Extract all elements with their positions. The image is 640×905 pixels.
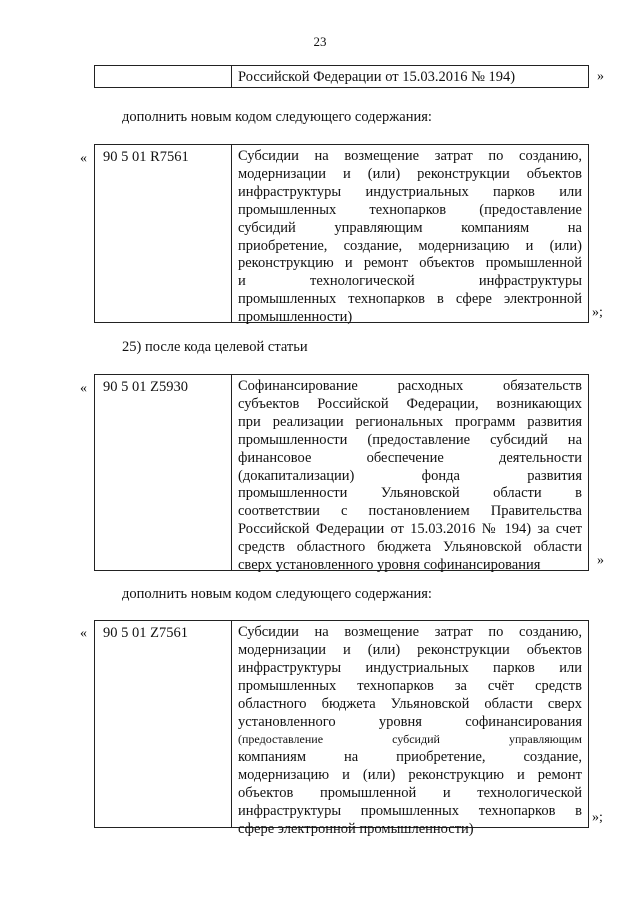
description-line: Российской Федерации от 15.03.2016 № 194) за счет bbox=[238, 521, 582, 538]
description-line: при реализации региональных программ развития bbox=[238, 413, 582, 430]
description-line: промышленности (предоставление субсидий на bbox=[238, 431, 582, 448]
description-cell bbox=[232, 145, 588, 326]
description-line: установленного уровня софинансирования bbox=[238, 713, 582, 730]
description-line: Софинансирование расходных обязательств bbox=[238, 378, 582, 394]
table-entry-z7561 bbox=[94, 620, 589, 837]
paragraph-add-code: дополнить новым кодом следующего содержания: bbox=[122, 586, 432, 602]
description-line: средств областного бюджета Ульяновской области bbox=[238, 539, 582, 556]
page-number: 23 bbox=[313, 34, 327, 49]
description-line: субсидий управляющим компаниям на bbox=[238, 219, 582, 236]
description-line: приобретение, создание, модернизацию и (или) bbox=[238, 237, 582, 254]
description-line: (предоставление субсидий управляющим bbox=[238, 732, 582, 747]
description-line: модернизации и (или) реконструкции объектов bbox=[238, 165, 582, 182]
description-line: (докапитализации) фонда развития bbox=[238, 467, 582, 484]
description-line: промышленных технопарков (предоставление bbox=[238, 201, 582, 218]
code-cell: 90 5 01 R7561 bbox=[95, 145, 232, 322]
paragraph-item-25: 25) после кода целевой статьи bbox=[122, 339, 308, 355]
description-line: соответствии с постановлением Правительства bbox=[238, 503, 582, 520]
description-line: и технологической инфраструктуры bbox=[238, 273, 582, 290]
description-line: Субсидии на возмещение затрат по созданию, bbox=[238, 624, 582, 640]
table-entry-r7561 bbox=[94, 144, 589, 326]
table-fragment-top bbox=[94, 65, 589, 88]
description-line: промышленности) bbox=[238, 309, 353, 326]
description-line: областного бюджета Ульяновской области сверх bbox=[238, 695, 582, 712]
code-cell: 90 5 01 Z5930 bbox=[95, 375, 232, 570]
description-line: субъектов Российской Федерации, возникающих bbox=[238, 395, 582, 412]
description-cell bbox=[232, 621, 588, 837]
description-line: модернизации и (или) реконструкции объектов bbox=[238, 641, 582, 658]
description-line: промышленных технопарков за счёт средств bbox=[238, 677, 582, 694]
close-quote: »; bbox=[592, 810, 603, 825]
description-line: инфраструктуры промышленных технопарков в bbox=[238, 803, 582, 820]
open-quote: « bbox=[80, 381, 87, 396]
description-cell bbox=[232, 375, 588, 574]
description-line: модернизацию и (или) реконструкцию и ремонт bbox=[238, 767, 582, 784]
close-quote: »; bbox=[592, 305, 603, 320]
code-cell: 90 5 01 Z7561 bbox=[95, 621, 232, 827]
description-line: инфраструктуры индустриальных парков или bbox=[238, 183, 582, 200]
description-line: объектов промышленной и технологической bbox=[238, 785, 582, 802]
code-cell-empty bbox=[95, 66, 232, 87]
description-line: реконструкцию и ремонт объектов промышленной bbox=[238, 255, 582, 272]
description-line: компаниям на приобретение, создание, bbox=[238, 749, 582, 766]
description-line: сфере электронной промышленности) bbox=[238, 820, 474, 837]
description-line: промышленных технопарков в сфере электронной bbox=[238, 291, 582, 308]
description-line: Российской Федерации от 15.03.2016 № 194) bbox=[238, 69, 516, 85]
description-line: инфраструктуры индустриальных парков или bbox=[238, 659, 582, 676]
table-entry-z5930 bbox=[94, 374, 589, 574]
description-line: промышленности Ульяновской области в bbox=[238, 485, 582, 502]
paragraph-add-code: дополнить новым кодом следующего содержания: bbox=[122, 109, 432, 125]
description-line: сверх установленного уровня софинансирования bbox=[238, 557, 541, 574]
open-quote: « bbox=[80, 626, 87, 641]
description-line: финансовое обеспечение деятельности bbox=[238, 449, 582, 466]
open-quote: « bbox=[80, 151, 87, 166]
close-quote: » bbox=[597, 553, 604, 568]
close-quote: » bbox=[597, 69, 604, 84]
description-line: Субсидии на возмещение затрат по созданию, bbox=[238, 148, 582, 164]
description-cell bbox=[232, 66, 588, 87]
